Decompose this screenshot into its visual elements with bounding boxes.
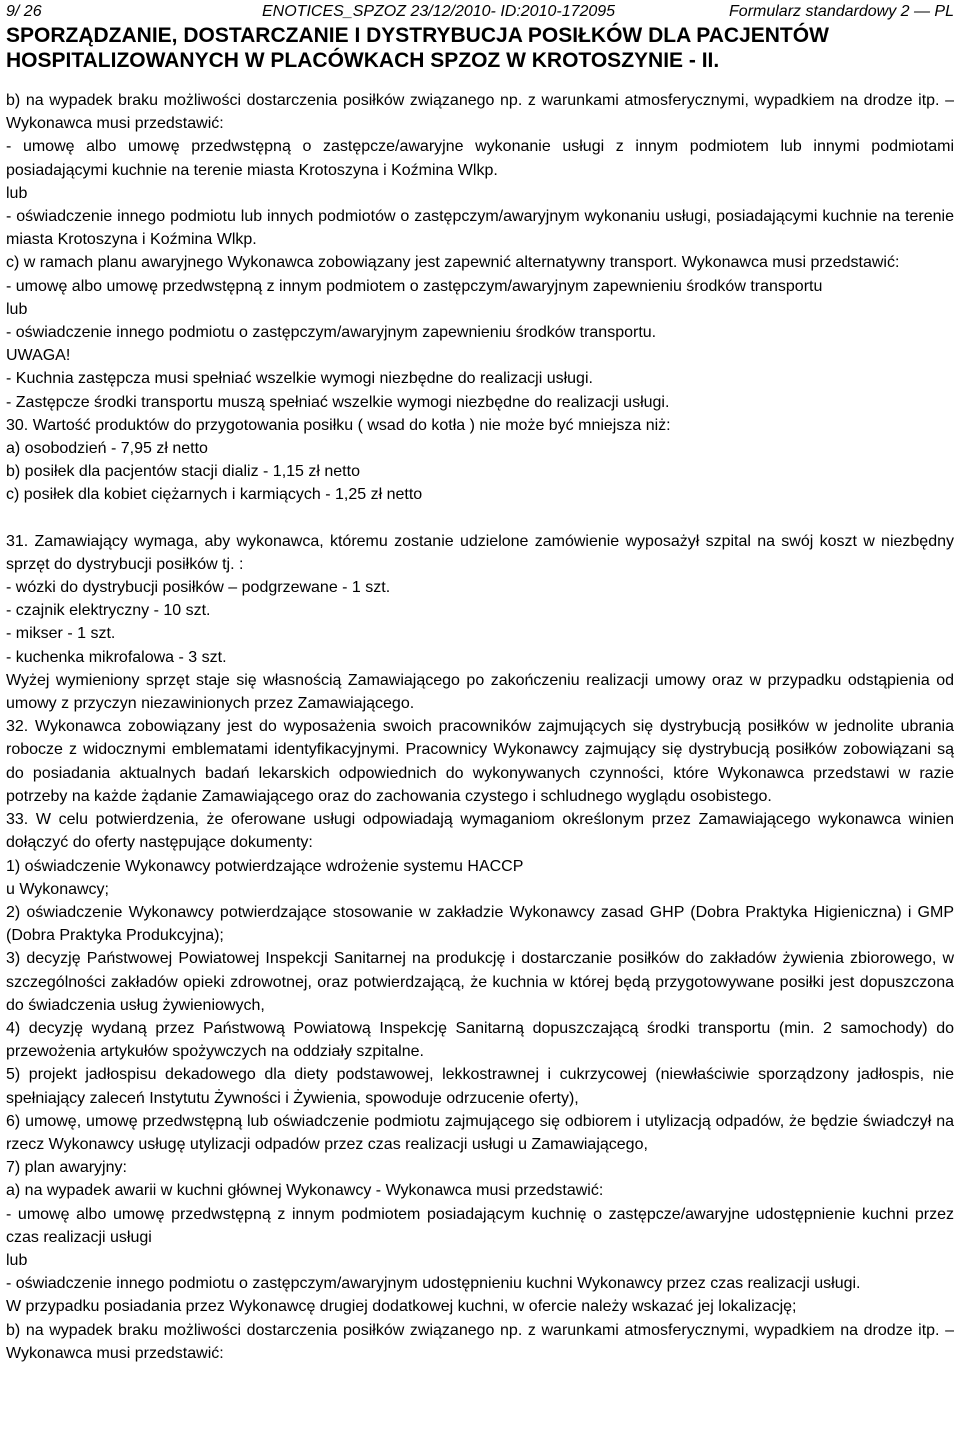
paragraph: UWAGA! [6, 347, 71, 365]
form-name: Formularz standardowy 2 — PL [729, 3, 954, 20]
paragraph: - kuchenka mikrofalowa - 3 szt. [6, 648, 227, 666]
paragraph: - oświadczenie innego podmiotu o zastępczym/awaryjnym zapewnieniu środków transportu. [6, 324, 657, 342]
paragraph: 32. Wykonawca zobowiązany jest do wyposażenia swoich pracowników zajmujących się dystrybucją posiłków w jednolite ubrania robocze z widocznymi emblematami identyfikacyjnymi. Pracownicy Wykonawcy zajmujący się dystrybucją posiłków zobowiązani są do posiadania aktualnych badań lekarskich odpowiednich do wykonywanych czynności, które Wykonawca przedstawi w razie potrzeby na każde żądanie Zamawiającego oraz do zachowania czystego i schludnego wyglądu osobistego. [6, 718, 954, 805]
paragraph: 4) decyzję wydaną przez Państwową Powiatową Inspekcję Sanitarną dopuszczającą środki transportu (min. 2 samochody) do przewożenia artykułów spożywczych na oddziały szpitalne. [6, 1019, 954, 1061]
paragraph: - umowę albo umowę przedwstępną z innym podmiotem o zastępczym/awaryjnym zapewnieniu środków transportu [6, 277, 823, 295]
paragraph: 33. W celu potwierdzenia, że oferowane usługi odpowiadają wymaganiom określonym przez Zamawiającego wykonawca winien dołączyć do oferty następujące dokumenty: [6, 811, 954, 852]
blank-line [6, 507, 954, 530]
paragraph: lub [6, 1251, 28, 1269]
paragraph: - umowę albo umowę przedwstępną z innym podmiotem posiadającym kuchnię o zastępcze/awaryjne udostępnienie kuchni przez czas realizacji usługi [6, 1205, 954, 1246]
paragraph: - Kuchnia zastępcza musi spełniać wszelkie wymogi niezbędne do realizacji usługi. [6, 370, 593, 388]
title-line-1: SPORZĄDZANIE, DOSTARCZANIE I DYSTRYBUCJA POSIŁKÓW DLA PACJENTÓW [6, 24, 829, 47]
paragraph: 5) projekt jadłospisu dekadowego dla diety podstawowej, lekkostrawnej i cukrzycowej (niewłaściwie sporządzony jadłospis, nie spełniający zaleceń Instytutu Żywności i Żywienia, spowoduje odrzucenie oferty), [6, 1066, 954, 1107]
paragraph: - czajnik elektryczny - 10 szt. [6, 602, 211, 620]
paragraph: b) na wypadek braku możliwości dostarczenia posiłków związanego np. z warunkami atmosferycznymi, wypadkiem na drodze itp. – Wykonawca musi przedstawić: [6, 92, 954, 133]
paragraph: lub [6, 300, 28, 318]
document-title [6, 23, 954, 73]
page-number: 9/ 26 [6, 3, 42, 20]
notice-reference: ENOTICES_SPZOZ 23/12/2010- ID:2010-172095 [262, 3, 616, 20]
paragraph: 1) oświadczenie Wykonawcy potwierdzające wdrożenie systemu HACCP [6, 857, 524, 875]
paragraph: u Wykonawcy; [6, 880, 109, 898]
paragraph: - oświadczenie innego podmiotu o zastępczym/awaryjnym udostępnieniu kuchni Wykonawcy przez czas realizacji usługi. [6, 1275, 861, 1293]
paragraph: 7) plan awaryjny: [6, 1159, 127, 1177]
paragraph: - Zastępcze środki transportu muszą spełniać wszelkie wymogi niezbędne do realizacji usługi. [6, 393, 670, 411]
paragraph: - wózki do dystrybucji posiłków – podgrzewane - 1 szt. [6, 579, 391, 597]
document-body [6, 89, 954, 1365]
paragraph: a) na wypadek awarii w kuchni głównej Wykonawcy - Wykonawca musi przedstawić: [6, 1182, 604, 1200]
paragraph: - oświadczenie innego podmiotu lub innych podmiotów o zastępczym/awaryjnym wykonaniu usługi, posiadającymi kuchnie na terenie miasta Krotoszyna i Koźmina Wlkp. [6, 208, 954, 249]
paragraph: - umowę albo umowę przedwstępną o zastępcze/awaryjne wykonanie usługi z innym podmiotem lub innymi podmiotami posiadającymi kuchnie na terenie miasta Krotoszyna i Koźmina Wlkp. [6, 138, 954, 179]
paragraph: lub [6, 184, 28, 202]
paragraph: - mikser - 1 szt. [6, 625, 116, 643]
paragraph: W przypadku posiadania przez Wykonawcę drugiej dodatkowej kuchni, w ofercie należy wskazać jej lokalizację; [6, 1298, 797, 1316]
paragraph: 6) umowę, umowę przedwstępną lub oświadczenie podmiotu zajmującego się odbiorem i utylizacją odpadów, że będzie świadczył na rzecz Wykonawcy usługę utylizacji odpadów przez czas realizacji usługi u Zamawiającego, [6, 1112, 954, 1153]
paragraph: c) posiłek dla kobiet ciężarnych i karmiących - 1,25 zł netto [6, 486, 423, 504]
paragraph: 2) oświadczenie Wykonawcy potwierdzające stosowanie w zakładzie Wykonawcy zasad GHP (Dobra Praktyka Higieniczna) i GMP (Dobra Praktyka Produkcyjna); [6, 903, 954, 945]
paragraph: c) w ramach planu awaryjnego Wykonawca zobowiązany jest zapewnić alternatywny transport. Wykonawca musi przedstawić: [6, 254, 900, 272]
paragraph: 31. Zamawiający wymaga, aby wykonawca, któremu zostanie udzielone zamówienie wyposażył szpital na swój koszt w niezbędny sprzęt do dystrybucji posiłków tj. : [6, 532, 954, 573]
title-line-2: HOSPITALIZOWANYCH W PLACÓWKACH SPZOZ W KROTOSZYNIE - II. [6, 49, 720, 72]
paragraph: b) posiłek dla pacjentów stacji dializ - 1,15 zł netto [6, 463, 360, 481]
paragraph: 30. Wartość produktów do przygotowania posiłku ( wsad do kotła ) nie może być mniejsza niż: [6, 416, 671, 434]
paragraph: b) na wypadek braku możliwości dostarczenia posiłków związanego np. z warunkami atmosferycznymi, wypadkiem na drodze itp. – Wykonawca musi przedstawić: [6, 1321, 954, 1362]
page-header [6, 1, 954, 23]
paragraph: Wyżej wymieniony sprzęt staje się własnością Zamawiającego po zakończeniu realizacji umowy oraz w przypadku odstąpienia od umowy z przyczyn niezawinionych przez Zamawiającego. [6, 671, 954, 713]
paragraph: 3) decyzję Państwowej Powiatowej Inspekcji Sanitarnej na produkcję i dostarczanie posiłków do zakładów żywienia zbiorowego, w szczególności zakładów opieki zdrowotnej, oraz potwierdzającą, że kuchnia w której będą przygotowywane posiłki jest dopuszczona do świadczenia usług żywieniowych, [6, 950, 954, 1014]
paragraph: a) osobodzień - 7,95 zł netto [6, 440, 208, 458]
